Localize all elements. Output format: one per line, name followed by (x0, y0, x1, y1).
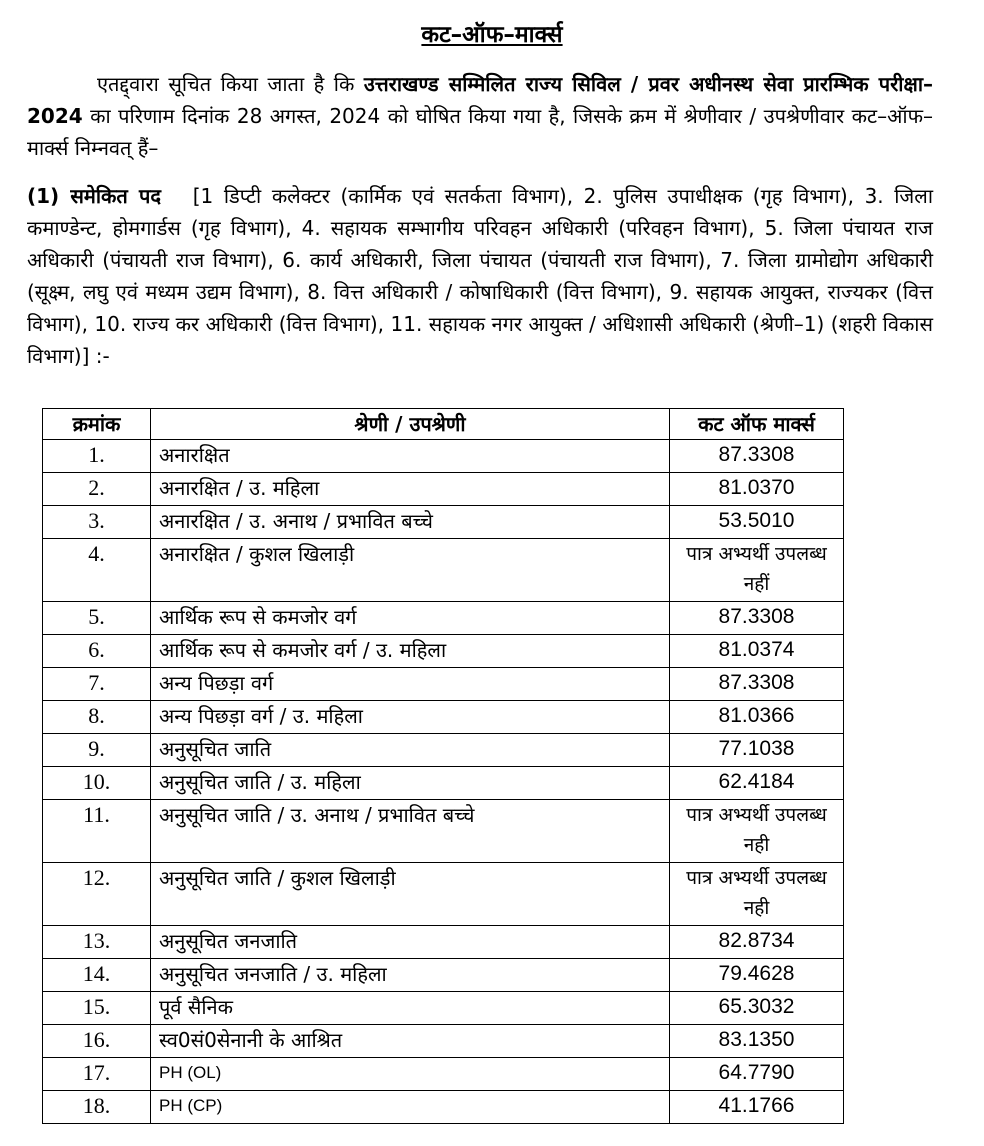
table-row (43, 440, 844, 473)
cutoff-marks: पात्र अभ्यर्थी उपलब्ध नहीं (670, 539, 844, 602)
cutoff-marks: 41.1766 (670, 1091, 844, 1124)
serial-number: 8. (43, 701, 151, 734)
serial-number: 14. (43, 959, 151, 992)
cutoff-marks: 87.3308 (670, 602, 844, 635)
table-row (43, 1058, 844, 1091)
serial-number: 3. (43, 506, 151, 539)
serial-number: 6. (43, 635, 151, 668)
category: आर्थिक रूप से कमजोर वर्ग (151, 602, 670, 635)
serial-number: 16. (43, 1025, 151, 1058)
cutoff-marks-table (42, 408, 844, 1124)
table-row (43, 1025, 844, 1058)
table-row (43, 473, 844, 506)
cutoff-marks: 83.1350 (670, 1025, 844, 1058)
category: अनारक्षित / कुशल खिलाड़ी (151, 539, 670, 602)
cutoff-marks: 82.8734 (670, 926, 844, 959)
cutoff-marks: 87.3308 (670, 668, 844, 701)
category: अनारक्षित / उ. महिला (151, 473, 670, 506)
posts-heading: (1) समेकित पद (27, 184, 161, 208)
cutoff-marks: 77.1038 (670, 734, 844, 767)
table-row (43, 506, 844, 539)
category: पूर्व सैनिक (151, 992, 670, 1025)
cutoff-marks: पात्र अभ्यर्थी उपलब्ध नही (670, 863, 844, 926)
cutoff-marks: 62.4184 (670, 767, 844, 800)
category: PH (OL) (151, 1058, 670, 1091)
category: अनारक्षित / उ. अनाथ / प्रभावित बच्चे (151, 506, 670, 539)
category: अनुसूचित जनजाति (151, 926, 670, 959)
serial-number: 2. (43, 473, 151, 506)
category: अन्य पिछड़ा वर्ग / उ. महिला (151, 701, 670, 734)
serial-number: 7. (43, 668, 151, 701)
table-row (43, 668, 844, 701)
table-row (43, 863, 844, 926)
cutoff-marks: 81.0366 (670, 701, 844, 734)
serial-number: 1. (43, 440, 151, 473)
category: अनारक्षित (151, 440, 670, 473)
category: अन्य पिछड़ा वर्ग (151, 668, 670, 701)
header-category: श्रेणी / उपश्रेणी (151, 409, 670, 440)
table-row (43, 992, 844, 1025)
serial-number: 5. (43, 602, 151, 635)
serial-number: 17. (43, 1058, 151, 1091)
cutoff-marks: 81.0374 (670, 635, 844, 668)
serial-number: 10. (43, 767, 151, 800)
serial-number: 13. (43, 926, 151, 959)
intro-paragraph (27, 68, 933, 164)
cutoff-marks: 87.3308 (670, 440, 844, 473)
cutoff-marks: पात्र अभ्यर्थी उपलब्ध नही (670, 800, 844, 863)
category: अनुसूचित जाति (151, 734, 670, 767)
table-header-row (43, 409, 844, 440)
table-row (43, 635, 844, 668)
serial-number: 15. (43, 992, 151, 1025)
category: अनुसूचित जनजाति / उ. महिला (151, 959, 670, 992)
serial-number: 18. (43, 1091, 151, 1124)
table-row (43, 926, 844, 959)
category: अनुसूचित जाति / उ. अनाथ / प्रभावित बच्चे (151, 800, 670, 863)
category: अनुसूचित जाति / उ. महिला (151, 767, 670, 800)
serial-number: 9. (43, 734, 151, 767)
table-row (43, 800, 844, 863)
intro-part-1: एतद्द्वारा सूचित किया जाता है कि (97, 72, 364, 96)
posts-paragraph (27, 180, 933, 372)
table-row (43, 767, 844, 800)
cutoff-marks: 65.3032 (670, 992, 844, 1025)
cutoff-marks: 81.0370 (670, 473, 844, 506)
page-title (0, 20, 984, 50)
table-row (43, 734, 844, 767)
exam-name: उत्तराखण्ड सम्मिलित राज्य सिविल / प्रवर अधीनस्थ सेवा प्रारम्भिक परीक्षा–2024 (27, 72, 933, 128)
category: अनुसूचित जाति / कुशल खिलाड़ी (151, 863, 670, 926)
category: PH (CP) (151, 1091, 670, 1124)
posts-list: [1 डिप्टी कलेक्टर (कार्मिक एवं सतर्कता विभाग), 2. पुलिस उपाधीक्षक (गृह विभाग), 3. जिला कमाण्डेन्ट, होमगार्डस (गृह विभाग), 4. सहायक सम्भागीय परिवहन अधिकारी (परिवहन विभाग), 5. जिला पंचायत राज अधिकारी (पंचायती राज विभाग), 6. कार्य अधिकारी, जिला पंचायत (पंचायती राज विभाग), 7. जिला ग्रामोद्योग अधिकारी (सूक्ष्म, लघु एवं मध्यम उद्यम विभाग), 8. वित्त अधिकारी / कोषाधिकारी (वित्त विभाग), 9. सहायक आयुक्त, राज्यकर (वित्त विभाग), 10. राज्य कर अधिकारी (वित्त विभाग), 11. सहायक नगर आयुक्त / अधिशासी अधिकारी (श्रेणी–1) (शहरी विकास विभाग)] :- (27, 184, 933, 368)
category: आर्थिक रूप से कमजोर वर्ग / उ. महिला (151, 635, 670, 668)
cutoff-marks: 79.4628 (670, 959, 844, 992)
header-serial-number: क्रमांक (43, 409, 151, 440)
serial-number: 12. (43, 863, 151, 926)
table-row (43, 701, 844, 734)
table-row (43, 959, 844, 992)
table-row (43, 602, 844, 635)
serial-number: 11. (43, 800, 151, 863)
intro-part-2: का परिणाम दिनांक 28 अगस्त, 2024 को घोषित किया गया है, जिसके क्रम में श्रेणीवार / उपश्रेणीवार कट–ऑफ–मार्क्स निम्नवत् हैं– (27, 104, 933, 160)
header-cutoff-marks: कट ऑफ मार्क्स (670, 409, 844, 440)
table-row (43, 539, 844, 602)
title-text: कट–ऑफ–मार्क्स (421, 22, 563, 48)
serial-number: 4. (43, 539, 151, 602)
cutoff-marks: 64.7790 (670, 1058, 844, 1091)
category: स्व0सं0सेनानी के आश्रित (151, 1025, 670, 1058)
table-row (43, 1091, 844, 1124)
cutoff-marks: 53.5010 (670, 506, 844, 539)
